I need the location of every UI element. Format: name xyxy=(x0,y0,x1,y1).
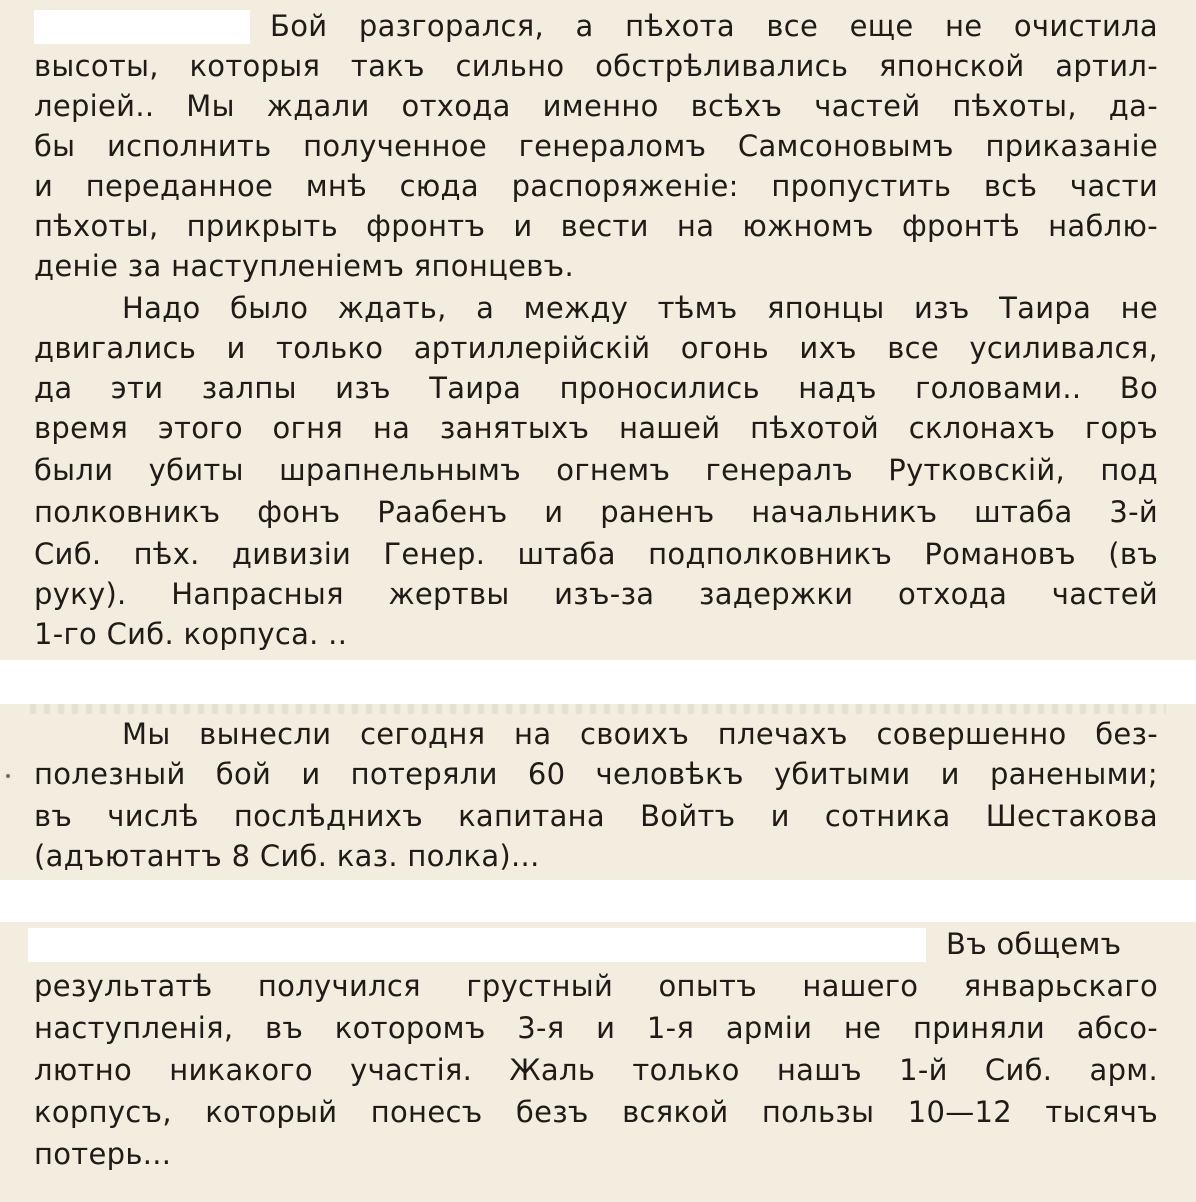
text-line: въ числѣ послѣднихъ капитана Войтъ и сотника Шестакова xyxy=(34,799,1158,833)
text-line: бы исполнить полученное генераломъ Самсоновымъ приказанiе xyxy=(34,129,1158,163)
text-line: денiе за наступленiемъ японцевъ. xyxy=(34,249,574,283)
text-fragment-2 xyxy=(0,704,1196,880)
redaction-block xyxy=(34,10,250,44)
text-line: корпусъ, который понесъ безъ всякой пользы 10—12 тысячъ xyxy=(34,1095,1158,1129)
text-line: 1-го Сиб. корпуса. .. xyxy=(34,617,348,651)
text-line: полковникъ фонъ Раабенъ и раненъ начальникъ штаба 3-й xyxy=(34,495,1158,529)
text-line: наступленiя, въ которомъ 3-я и 1-я армiи не приняли абсо- xyxy=(34,1011,1158,1045)
text-fragment-3 xyxy=(0,922,1196,1202)
text-line: Надо было ждать, а между тѣмъ японцы изъ Таира не xyxy=(122,291,1158,325)
margin-mark xyxy=(6,774,10,778)
text-line: двигались и только артиллерiйскiй огонь ихъ все усиливался, xyxy=(34,331,1158,365)
text-line: лютно никакого участiя. Жаль только нашъ 1-й Сиб. арм. xyxy=(34,1053,1158,1087)
text-line: полезный бой и потеряли 60 человѣкъ убитыми и ранеными; xyxy=(34,757,1158,791)
text-line: лерiей.. Мы ждали отхода именно всѣхъ частей пѣхоты, да- xyxy=(34,89,1158,123)
text-line: Мы вынесли сегодня на своихъ плечахъ совершенно без- xyxy=(122,717,1158,751)
text-line: Въ общемъ xyxy=(946,927,1122,961)
text-line: да эти залпы изъ Таира проносились надъ головами.. Во xyxy=(34,371,1158,405)
redaction-block xyxy=(28,928,926,962)
text-line: и переданное мнѣ сюда распоряженiе: пропустить всѣ части xyxy=(34,169,1158,203)
text-line: потерь... xyxy=(34,1137,172,1171)
bleed-through-line xyxy=(30,704,1166,714)
text-line: Бой разгорался, а пѣхота все еще не очистила xyxy=(270,9,1158,43)
text-line: пѣхоты, прикрыть фронтъ и вести на южномъ фронтѣ наблю- xyxy=(34,209,1158,243)
text-line: Сиб. пѣх. дивизiи Генер. штаба подполковникъ Романовъ (въ xyxy=(34,537,1158,571)
text-line: были убиты шрапнельнымъ огнемъ генералъ Рутковскiй, под xyxy=(34,453,1158,487)
text-line: руку). Напрасныя жертвы изъ-за задержки отхода частей xyxy=(34,577,1158,611)
text-line: высоты, которыя такъ сильно обстрѣливались японской артил- xyxy=(34,49,1158,83)
text-line: время этого огня на занятыхъ нашей пѣхотой склонахъ горъ xyxy=(34,411,1158,445)
text-line: (адъютантъ 8 Сиб. каз. полка)... xyxy=(34,839,540,873)
text-line: результатѣ получился грустный опытъ нашего январьскаго xyxy=(34,969,1158,1003)
